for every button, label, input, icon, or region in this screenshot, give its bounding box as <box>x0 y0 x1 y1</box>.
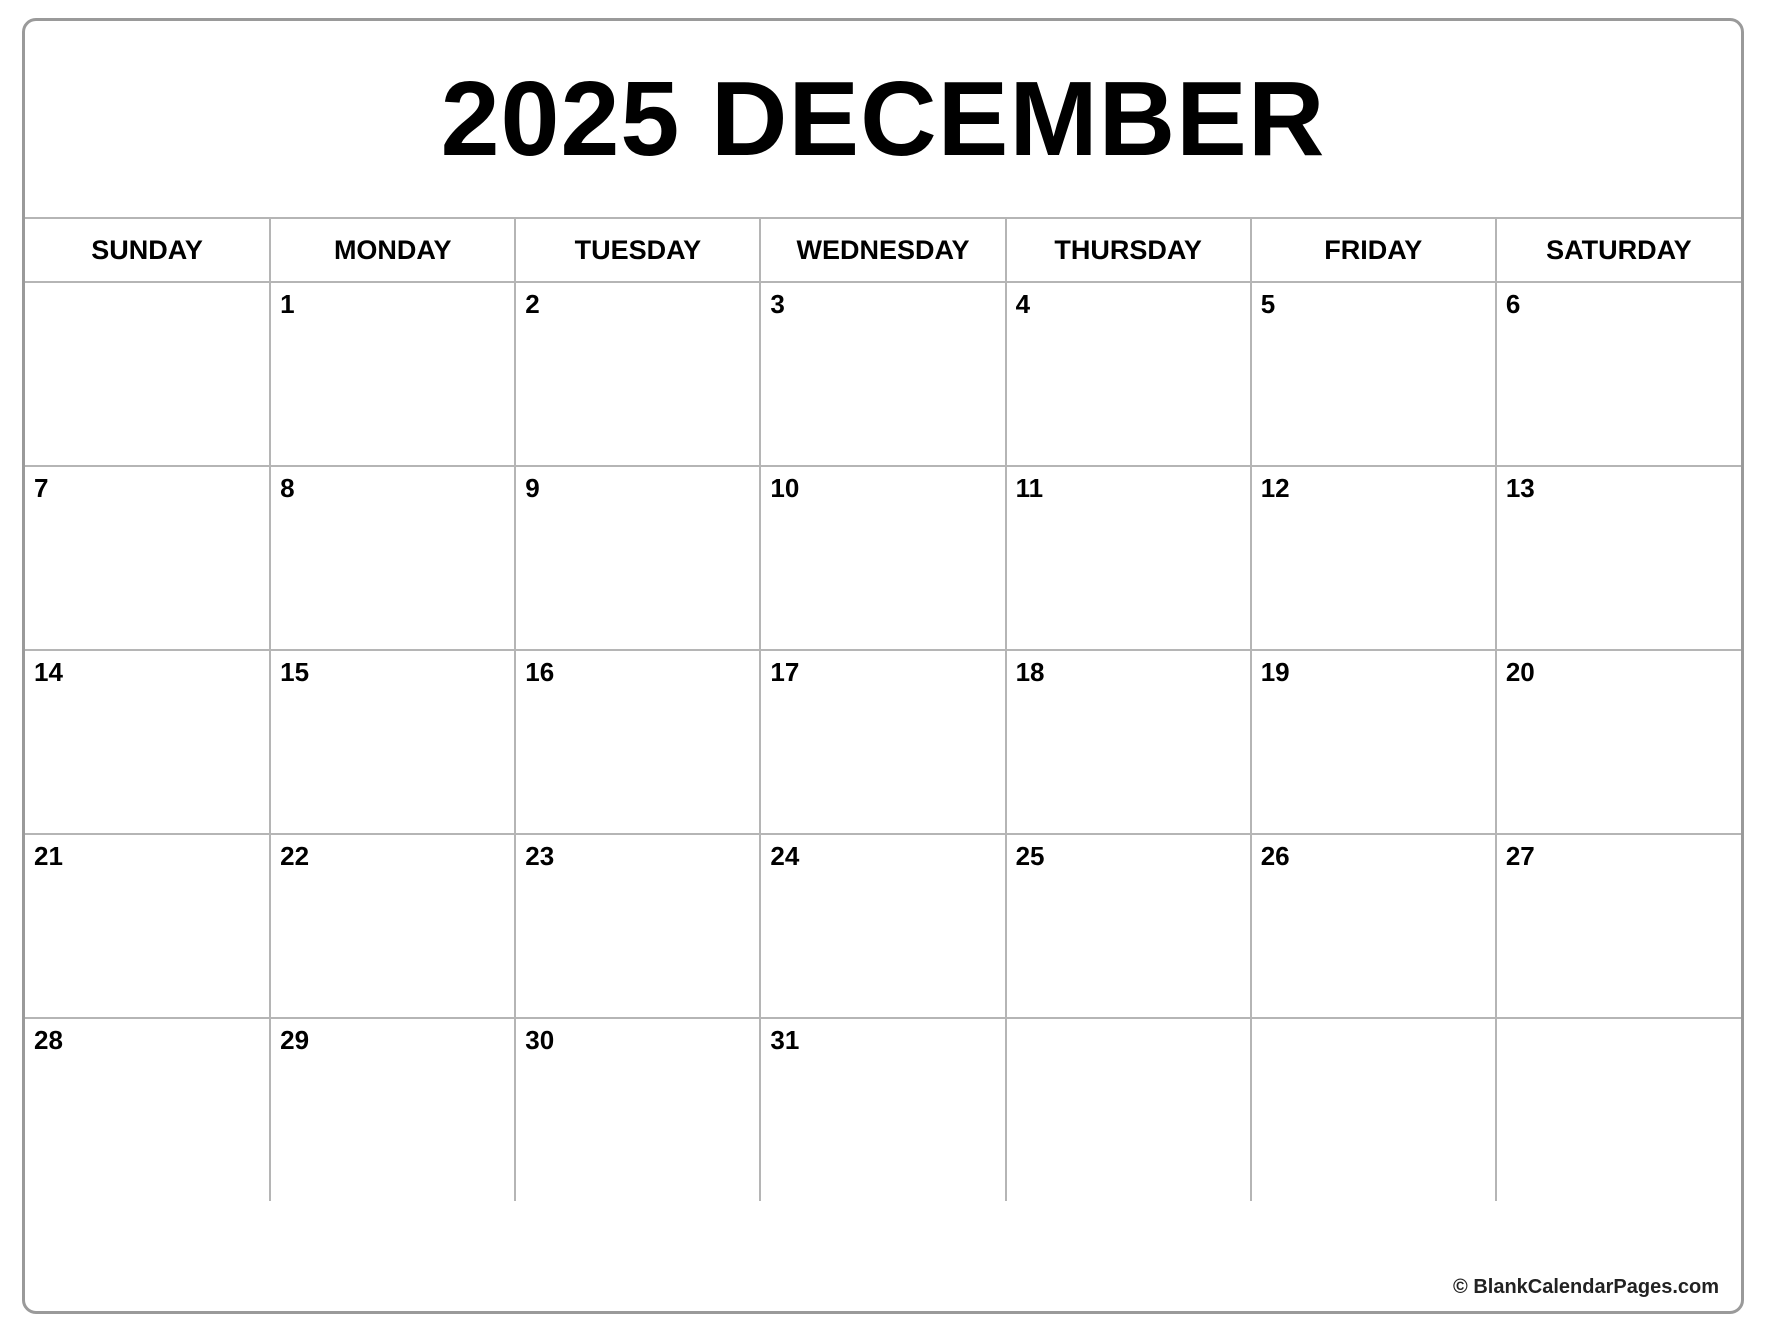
day-number: 17 <box>770 657 800 687</box>
day-cell[interactable] <box>515 834 760 1018</box>
day-cell[interactable] <box>1251 650 1496 834</box>
weekday-header-row <box>25 218 1741 282</box>
day-cell[interactable] <box>270 1018 515 1201</box>
calendar-title-bar <box>25 21 1741 217</box>
day-number: 10 <box>770 473 800 503</box>
day-number <box>1252 1019 1495 1027</box>
day-number: 22 <box>280 841 310 871</box>
day-cell[interactable] <box>1006 282 1251 466</box>
day-cell[interactable] <box>1251 466 1496 650</box>
day-number: 27 <box>1505 841 1535 871</box>
day-cell[interactable] <box>1251 834 1496 1018</box>
day-number: 21 <box>34 841 63 871</box>
day-cell[interactable] <box>760 834 1005 1018</box>
day-cell[interactable] <box>25 466 270 650</box>
copyright-credit: © BlankCalendarPages.com <box>1453 1276 1719 1298</box>
day-cell[interactable] <box>760 282 1005 466</box>
day-cell[interactable] <box>1006 466 1251 650</box>
day-number: 24 <box>770 841 800 871</box>
day-cell[interactable] <box>1006 1018 1251 1201</box>
day-cell[interactable] <box>1251 1018 1496 1201</box>
day-cell[interactable] <box>1496 834 1741 1018</box>
day-cell[interactable] <box>25 834 270 1018</box>
day-number: 15 <box>280 657 310 687</box>
day-number: 1 <box>280 289 295 319</box>
day-cell[interactable] <box>515 282 760 466</box>
day-cell[interactable] <box>270 650 515 834</box>
day-number: 20 <box>1505 657 1535 687</box>
weekday-header-friday: FRIDAY <box>1251 218 1496 282</box>
calendar-week-row <box>25 282 1741 466</box>
day-number: 7 <box>34 473 49 503</box>
day-number: 4 <box>1015 289 1031 319</box>
calendar-container <box>22 18 1744 1314</box>
day-cell[interactable] <box>760 650 1005 834</box>
day-number: 8 <box>280 473 295 503</box>
weekday-header-wednesday: WEDNESDAY <box>760 218 1005 282</box>
day-number: 16 <box>525 657 555 687</box>
weekday-header-thursday: THURSDAY <box>1006 218 1251 282</box>
day-number: 11 <box>1015 473 1044 503</box>
day-number: 9 <box>525 473 540 503</box>
day-number <box>1497 1019 1741 1027</box>
day-number <box>25 283 269 291</box>
day-cell[interactable] <box>515 650 760 834</box>
calendar-week-row <box>25 466 1741 650</box>
calendar-week-row <box>25 650 1741 834</box>
day-cell[interactable] <box>760 466 1005 650</box>
day-number: 19 <box>1260 657 1290 687</box>
day-cell[interactable] <box>270 282 515 466</box>
day-cell[interactable] <box>1496 650 1741 834</box>
day-number: 3 <box>770 289 785 319</box>
day-cell[interactable] <box>1006 650 1251 834</box>
day-number: 26 <box>1260 841 1290 871</box>
day-cell[interactable] <box>1496 466 1741 650</box>
calendar-week-row <box>25 834 1741 1018</box>
day-number: 29 <box>280 1025 310 1055</box>
day-number: 14 <box>34 657 63 687</box>
page-title: 2025 DECEMBER <box>440 60 1326 178</box>
weekday-header-saturday: SATURDAY <box>1496 218 1741 282</box>
day-cell[interactable] <box>25 282 270 466</box>
day-cell[interactable] <box>270 834 515 1018</box>
weekday-header-tuesday: TUESDAY <box>515 218 760 282</box>
calendar-grid <box>25 217 1741 1201</box>
weekday-header-sunday: SUNDAY <box>25 218 270 282</box>
day-number: 12 <box>1260 473 1290 503</box>
day-cell[interactable] <box>1251 282 1496 466</box>
day-number: 6 <box>1505 289 1521 319</box>
day-cell[interactable] <box>270 466 515 650</box>
day-number: 31 <box>770 1025 800 1055</box>
day-number: 25 <box>1015 841 1045 871</box>
day-cell[interactable] <box>1496 1018 1741 1201</box>
day-cell[interactable] <box>25 1018 270 1201</box>
day-cell[interactable] <box>1496 282 1741 466</box>
day-cell[interactable] <box>25 650 270 834</box>
day-number <box>1007 1019 1250 1027</box>
day-cell[interactable] <box>1006 834 1251 1018</box>
day-number: 23 <box>525 841 555 871</box>
calendar-week-row <box>25 1018 1741 1201</box>
day-number: 2 <box>525 289 540 319</box>
day-number: 30 <box>525 1025 555 1055</box>
day-cell[interactable] <box>515 466 760 650</box>
day-number: 13 <box>1505 473 1535 503</box>
weekday-header-monday: MONDAY <box>270 218 515 282</box>
day-number: 5 <box>1260 289 1276 319</box>
day-number: 28 <box>34 1025 63 1055</box>
day-number: 18 <box>1015 657 1045 687</box>
day-cell[interactable] <box>515 1018 760 1201</box>
day-cell[interactable] <box>760 1018 1005 1201</box>
